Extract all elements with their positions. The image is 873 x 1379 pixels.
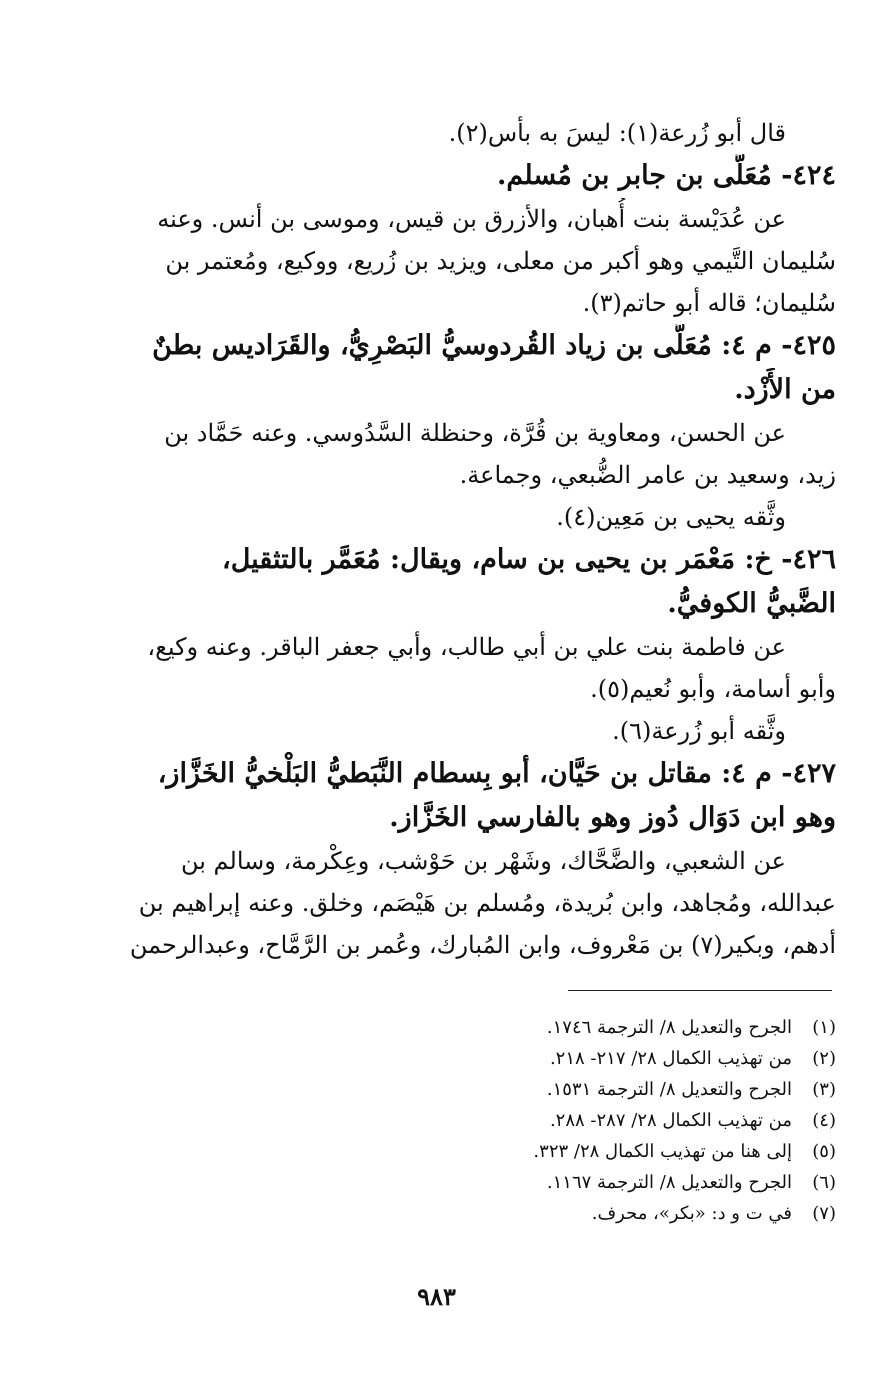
entry-heading-426-cont: الضَّبيُّ الكوفيُّ.	[667, 588, 836, 619]
footnote-number: (٧)	[812, 1203, 836, 1224]
body-text	[118, 112, 836, 966]
body-line: عن عُدَيْسة بنت أُهبان، والأزرق بن قيس، وموسى بن أنس. وعنه	[157, 205, 786, 233]
footnote-separator	[568, 990, 832, 991]
body-line: وثَّقه يحيى بن مَعِين(٤).	[556, 503, 786, 531]
body-line: سُليمان؛ قاله أبو حاتم(٣).	[582, 289, 836, 317]
entry-heading-427: ٤٢٧- م ٤: مقاتل بن حَيَّان، أبو بِسطام النَّبَطيُّ البَلْخيُّ الخَزَّاز،	[157, 758, 836, 789]
footnote	[118, 1198, 836, 1229]
footnote	[118, 1136, 836, 1167]
entry-heading-426: ٤٢٦- خ: مَعْمَر بن يحيى بن سام، ويقال: مُعَمَّر بالتثقيل،	[222, 544, 836, 575]
footnote-text: الجرح والتعديل ٨/ الترجمة ١٥٣١.	[546, 1079, 792, 1100]
footnote-number: (٢)	[812, 1048, 836, 1069]
body-line: وثَّقه أبو زُرعة(٦).	[612, 717, 786, 745]
footnote-number: (٤)	[812, 1110, 836, 1131]
body-line: قال أبو زُرعة(١): ليسَ به بأس(٢).	[448, 119, 786, 147]
body-line: زيد، وسعيد بن عامر الضُّبعي، وجماعة.	[459, 461, 836, 489]
footnote-text: الجرح والتعديل ٨/ الترجمة ١١٦٧.	[546, 1172, 792, 1193]
entry-heading-427-cont: وهو ابن دَوَال دُوز وهو بالفارسي الخَزَّاز.	[389, 802, 836, 833]
footnote-number: (٦)	[812, 1172, 836, 1193]
body-line: عن الحسن، ومعاوية بن قُرَّة، وحنظلة السَّدُوسي. وعنه حَمَّاد بن	[164, 419, 786, 447]
footnote-text: الجرح والتعديل ٨/ الترجمة ١٧٤٦.	[546, 1017, 792, 1038]
body-line: عبدالله، ومُجاهد، وابن بُريدة، ومُسلم بن هَيْصَم، وخلق. وعنه إبراهيم بن	[138, 889, 836, 917]
footnote-text: إلى هنا من تهذيب الكمال ٢٨/ ٣٢٣.	[533, 1141, 792, 1162]
entry-heading-424: ٤٢٤- مُعَلَّى بن جابر بن مُسلم.	[497, 160, 836, 191]
body-line: أدهم، وبكير(٧) بن مَعْروف، وابن المُبارك، وعُمر بن الرَّمَّاح، وعبدالرحمن	[129, 931, 836, 959]
footnote-text: من تهذيب الكمال ٢٨/ ٢١٧- ٢١٨.	[549, 1048, 792, 1069]
body-line: عن الشعبي، والضَّحَّاك، وشَهْر بن حَوْشب، وعِكْرمة، وسالم بن	[180, 847, 786, 875]
footnote-text: في ت و د: «بكر»، محرف.	[591, 1203, 792, 1224]
footnote-number: (١)	[812, 1017, 836, 1038]
footnote	[118, 1043, 836, 1074]
entry-heading-425-cont: من الأَزْد.	[734, 374, 836, 405]
footnote	[118, 1167, 836, 1198]
footnote-number: (٣)	[812, 1079, 836, 1100]
page-number: ٩٨٣	[417, 1282, 456, 1311]
footnote	[118, 1105, 836, 1136]
footnote	[118, 1012, 836, 1043]
body-line: عن فاطمة بنت علي بن أبي طالب، وأبي جعفر الباقر. وعنه وكيع،	[147, 633, 786, 661]
body-line: وأبو أسامة، وأبو نُعيم(٥).	[590, 675, 836, 703]
footnote	[118, 1074, 836, 1105]
entry-heading-425: ٤٢٥- م ٤: مُعَلَّى بن زياد القُردوسيُّ البَصْرِيُّ، والقَرَاديس بطنٌ	[152, 330, 836, 361]
footnote-text: من تهذيب الكمال ٢٨/ ٢٨٧- ٢٨٨.	[549, 1110, 792, 1131]
footnote-number: (٥)	[812, 1141, 836, 1162]
body-line: سُليمان التَّيمي وهو أكبر من معلى، ويزيد بن زُريع، ووكيع، ومُعتمر بن	[165, 247, 836, 275]
